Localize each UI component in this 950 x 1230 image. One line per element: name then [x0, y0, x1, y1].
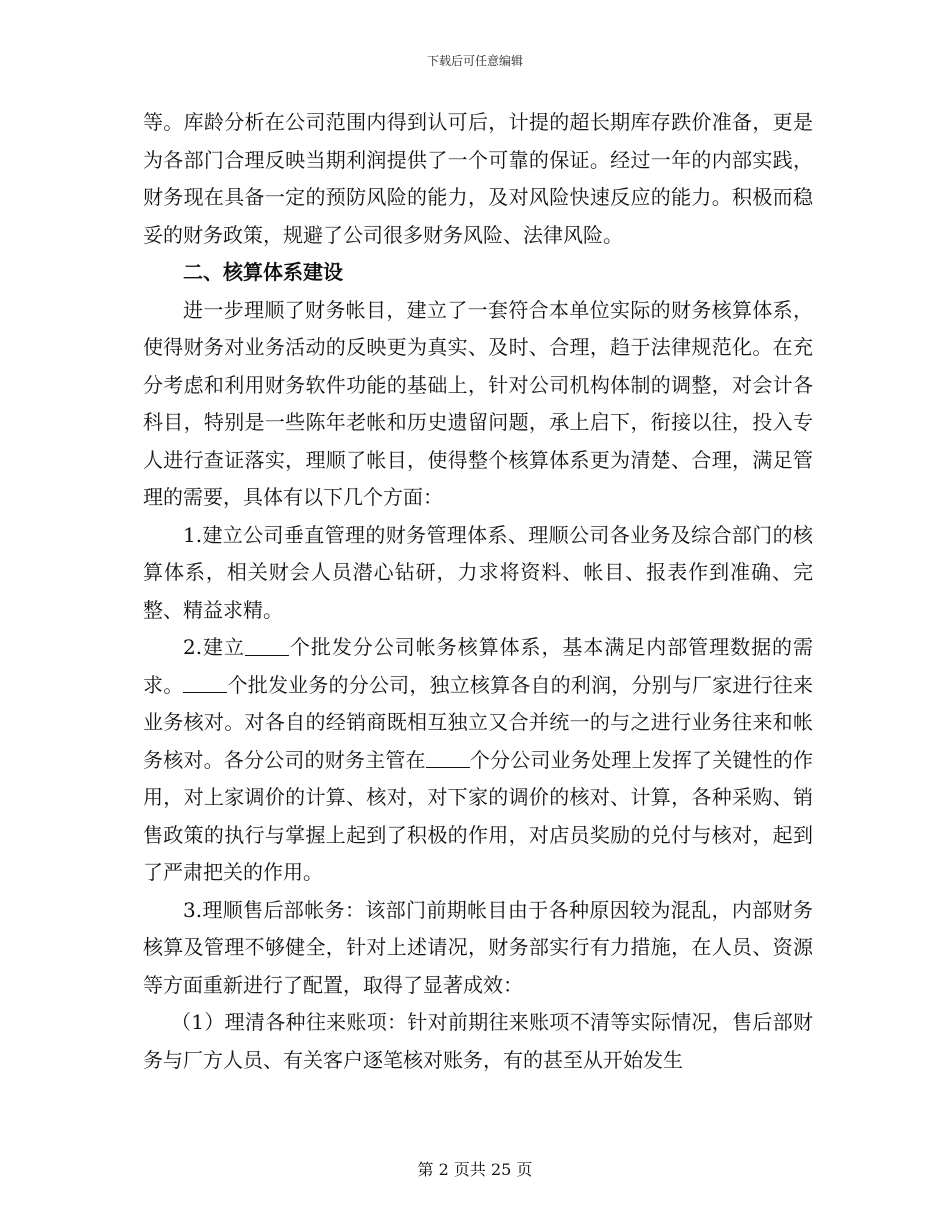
fill-in-blank	[426, 746, 470, 768]
list-item-1: 1.建立公司垂直管理的财务管理体系、理顺公司各业务及综合部门的核算体系，相关财会人员潜心钻研，力求将资料、帐目、报表作到准确、完整、精益求精。	[143, 522, 813, 622]
sub-item-1: （1）理清各种往来账项：针对前期往来账项不清等实际情况，售后部财务与厂方人员、有关客户逐笔核对账务，有的甚至从开始发生	[143, 1010, 813, 1072]
paragraph-inventory-risk: 等。库龄分析在公司范围内得到认可后，计提的超长期库存跌价准备，更是为各部门合理反映当期利润提供了一个可靠的保证。经过一年的内部实践，财务现在具备一定的预防风险的能力，及对风险快速反应的能力。积极而稳妥的财务政策，规避了公司很多财务风险、法律风险。	[143, 110, 813, 247]
list-item-2-part-d: 个分公司业务处理上发挥了关键性的作用，对上家调价的计算、核对，对下家的调价的核对、计算，各种采购、销售政策的执行与掌握上起到了积极的作用，对店员奖励的兑付与核对，起到了严肃把关的作用。	[143, 747, 814, 884]
list-item-2-part-b: 个批发分公司帐务核算体系，基本满足内部管理数据的需求。	[143, 635, 813, 697]
list-item-2-part-c: 个批发业务的分公司，独立核算各自的利润，分别与厂家进行往来业务核对。对各自的经销商既相互独立又合并统一的与之进行业务往来和帐务核对。各分公司的财务主管在	[143, 672, 814, 772]
list-item-2-part-a: 2.建立	[183, 635, 245, 659]
list-item-3: 3.理顺售后部帐务：该部门前期帐目由于各种原因较为混乱，内部财务核算及管理不够健全，针对上述请况，财务部实行有力措施，在人员、资源等方面重新进行了配置，取得了显著成效：	[143, 897, 813, 997]
section-heading-accounting-system: 二、核算体系建设	[183, 260, 343, 284]
fill-in-blank	[245, 634, 289, 656]
list-item-2	[143, 629, 813, 892]
document-body	[143, 104, 813, 1079]
fill-in-blank	[183, 671, 227, 693]
paragraph-accounting-system: 进一步理顺了财务帐目，建立了一套符合本单位实际的财务核算体系，使得财务对业务活动的反映更为真实、及时、合理，趋于法律规范化。在充分考虑和利用财务软件功能的基础上，针对公司机构体制的调整，对会计各科目，特别是一些陈年老帐和历史遗留问题，承上启下，衔接以往，投入专人进行查证落实，理顺了帐目，使得整个核算体系更为清楚、合理，满足管理的需要，具体有以下几个方面：	[143, 297, 813, 509]
page-number: 第 2 页共 25 页	[417, 1160, 533, 1179]
page-header: 下载后可任意编辑	[426, 54, 523, 68]
